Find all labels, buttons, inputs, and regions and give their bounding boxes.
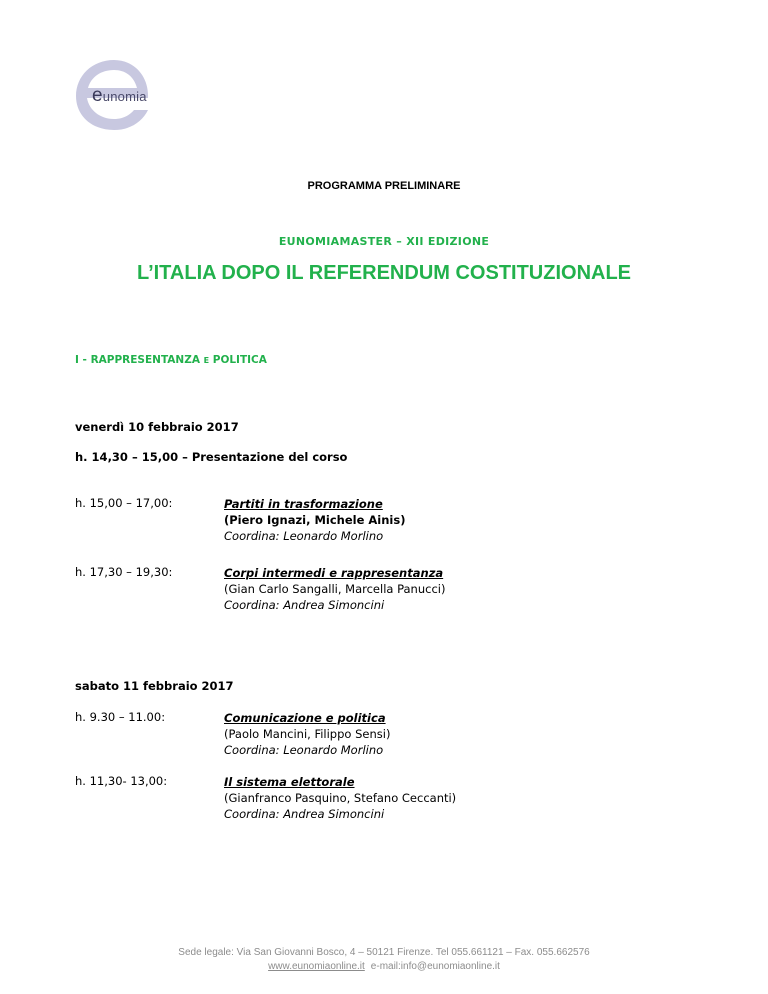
session-time: h. 11,30- 13,00:: [75, 774, 168, 788]
session-details: [224, 710, 390, 758]
session-speakers: (Piero Ignazi, Michele Ainis): [224, 513, 406, 527]
session-coordinator: Coordina: Andrea Simoncini: [224, 598, 385, 612]
session-speakers: (Gian Carlo Sangalli, Marcella Panucci): [224, 582, 446, 596]
website-link[interactable]: www.eunomiaonline.it: [268, 961, 365, 972]
session-time: h. 15,00 – 17,00:: [75, 496, 173, 510]
section-title-part2: POLITICA: [212, 354, 267, 366]
session-coordinator: Coordina: Leonardo Morlino: [224, 743, 384, 757]
section-title-connector: E: [203, 356, 210, 365]
session-title: Corpi intermedi e rappresentanza: [224, 566, 444, 580]
main-title: L’ITALIA DOPO IL REFERENDUM COSTITUZIONALE: [136, 262, 632, 284]
logo-wordmark: eunomia: [92, 85, 147, 106]
session-speakers: (Paolo Mancini, Filippo Sensi): [224, 727, 391, 741]
session-details: [224, 496, 405, 544]
session-coordinator: Coordina: Andrea Simoncini: [224, 807, 385, 821]
day-date-2: sabato 11 febbraio 2017: [75, 679, 234, 693]
session-title: Comunicazione e politica: [224, 711, 386, 725]
section-title: [75, 353, 267, 368]
footer: [0, 946, 768, 974]
session-time: h. 17,30 – 19,30:: [75, 565, 173, 579]
session-title: Il sistema elettorale: [224, 775, 355, 789]
session-title: Partiti in trasformazione: [224, 497, 383, 511]
session-details: [224, 565, 445, 613]
session-time: h. 9.30 – 11.00:: [75, 710, 166, 724]
footer-contacts: [0, 960, 768, 974]
email-link[interactable]: e-mail:info@eunomiaonline.it: [370, 961, 500, 972]
day-date-1: venerdì 10 febbraio 2017: [75, 420, 239, 434]
footer-address: Sede legale: Via San Giovanni Bosco, 4 – 50121 Firenze. Tel 055.661121 – Fax. 055.662576: [178, 947, 590, 958]
edition-subtitle: EUNOMIAMASTER – XII EDIZIONE: [278, 235, 490, 248]
document-label: PROGRAMMA PRELIMINARE: [307, 180, 461, 192]
section-title-part1: I - RAPPRESENTANZA: [75, 354, 200, 366]
session-coordinator: Coordina: Leonardo Morlino: [224, 529, 384, 543]
opening-session: h. 14,30 – 15,00 – Presentazione del corso: [75, 450, 348, 464]
session-details: [224, 774, 456, 822]
session-speakers: (Gianfranco Pasquino, Stefano Ceccanti): [224, 791, 457, 805]
